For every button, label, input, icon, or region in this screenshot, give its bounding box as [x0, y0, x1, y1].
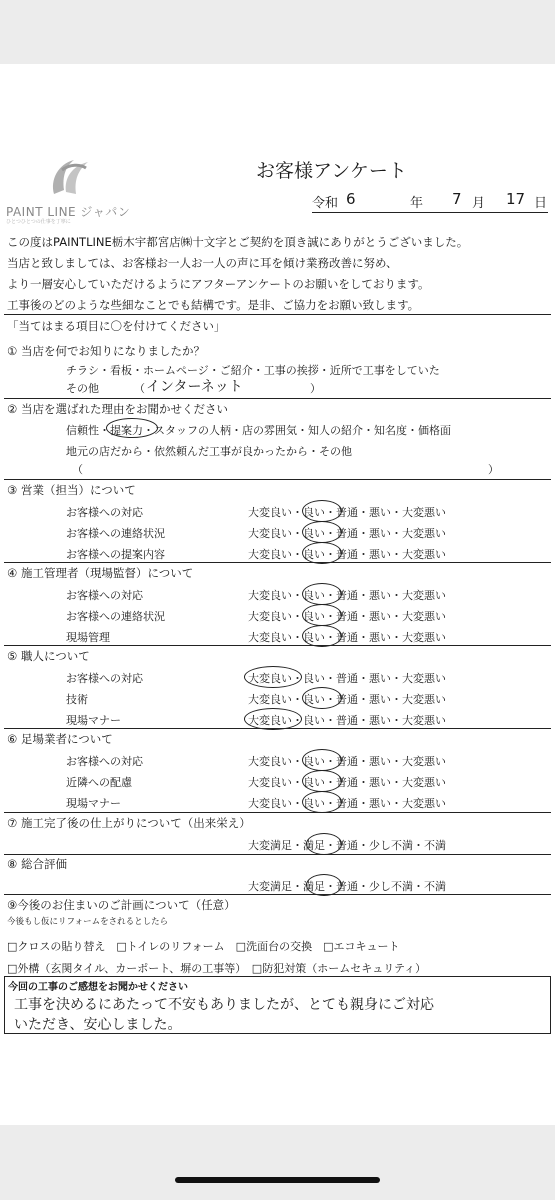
rating-option: 良い — [303, 693, 325, 706]
rating-option: 悪い — [369, 776, 391, 789]
comment-line1: 工事を決めるにあたって不安もありましたが、とても親身にご対応 — [14, 997, 434, 1013]
rating-scale: 大変良い・良い・普通・悪い・大変悪い — [248, 776, 446, 789]
selected-answer-circle — [302, 791, 342, 813]
item-label: 現場管理 — [66, 631, 110, 644]
rating-option: 大変良い — [248, 755, 292, 768]
q2-title: ② 当店を選ばれた理由をお聞かせください — [7, 402, 228, 416]
scale-option: 少し不満 — [369, 839, 413, 852]
q2-open-paren: （ — [72, 463, 83, 476]
rating-option: 大変良い — [248, 714, 292, 727]
scale-option: 満足 — [303, 839, 325, 852]
q9-subtitle: 今後もし仮にリフォームをされるとしたら — [7, 917, 169, 927]
q1-options: チラシ・看板・ホームページ・ご紹介・工事の挨拶・近所で工事をしていた — [66, 364, 440, 377]
rating-scale: 大変良い・良い・普通・悪い・大変悪い — [248, 589, 446, 602]
rating-option: 大変悪い — [402, 776, 446, 789]
divider — [4, 812, 551, 813]
scale-option: 大変満足 — [248, 839, 292, 852]
scale-option: 大変満足 — [248, 880, 292, 893]
q8-selected-circle — [306, 874, 342, 896]
item-label: お客様への対応 — [66, 506, 143, 519]
rating-option: 悪い — [369, 672, 391, 685]
comment-title: 今回の工事のご感想をお聞かせください — [8, 982, 188, 993]
rating-option: 普通 — [336, 631, 358, 644]
rating-option: 大変悪い — [402, 548, 446, 561]
rating-option: 良い — [303, 631, 325, 644]
item-label: お客様への連絡状況 — [66, 527, 165, 540]
q1-open-paren: （ — [134, 382, 145, 395]
intro-line: より一層安心していただけるようにアフターアンケートのお願いをしております。 — [7, 277, 430, 291]
rating-option: 大変良い — [248, 631, 292, 644]
section-title: ④ 施工管理者（現場監督）について — [7, 566, 194, 580]
rating-option: 良い — [303, 714, 325, 727]
divider — [4, 398, 551, 399]
selected-answer-circle — [302, 625, 342, 647]
divider — [4, 479, 551, 480]
rating-option: 大変良い — [248, 610, 292, 623]
rating-option: 良い — [303, 672, 325, 685]
rating-option: 悪い — [369, 589, 391, 602]
scale-option: 普通 — [336, 880, 358, 893]
rating-option: 良い — [303, 610, 325, 623]
brand-tagline: ひとつひとつの仕事を丁寧に — [6, 219, 71, 225]
item-label: 現場マナー — [66, 714, 121, 727]
item-label: お客様への提案内容 — [66, 548, 165, 561]
scale-option: 満足 — [303, 880, 325, 893]
rating-option: 普通 — [336, 589, 358, 602]
selected-answer-circle — [302, 500, 342, 522]
q2-options-line2: 地元の店だから・依然頼んだ工事が良かったから・その他 — [66, 445, 352, 458]
bottom-bar — [0, 1125, 555, 1200]
q9-options-row2: □外構（玄関タイル、カーポート、塀の工事等） □防犯対策（ホームセキュリティ） — [7, 962, 427, 975]
rating-option: 大変良い — [248, 672, 292, 685]
q8-title: ⑧ 総合評価 — [7, 857, 67, 871]
selected-answer-circle — [302, 749, 342, 771]
divider — [4, 314, 551, 315]
selected-answer-circle — [302, 770, 342, 792]
rating-option: 大変良い — [248, 527, 292, 540]
q9-title: ⑨今後のお住まいのご計画について（任意） — [7, 898, 236, 912]
rating-option: 大変良い — [248, 693, 292, 706]
scale-option: 普通 — [336, 839, 358, 852]
rating-option: 大変悪い — [402, 797, 446, 810]
rating-scale: 大変良い・良い・普通・悪い・大変悪い — [248, 672, 446, 685]
selected-answer-circle — [302, 604, 342, 626]
rating-option: 悪い — [369, 714, 391, 727]
rating-option: 悪い — [369, 693, 391, 706]
rating-option: 普通 — [336, 527, 358, 540]
rating-option: 大変悪い — [402, 693, 446, 706]
rating-option: 普通 — [336, 610, 358, 623]
scale-option: 不満 — [424, 880, 446, 893]
intro-line: 工事後のどのような些細なことでも結構です。是非、ご協力をお願い致します。 — [7, 298, 420, 312]
rating-option: 大変良い — [248, 797, 292, 810]
date-month-value: 7 — [452, 190, 462, 208]
rating-option: 大変悪い — [402, 714, 446, 727]
selected-answer-circle — [302, 542, 342, 564]
q9-options-row1: □クロスの貼り替え □トイレのリフォーム □洗面台の交換 □エコキュート — [7, 940, 400, 953]
item-label: お客様への対応 — [66, 589, 143, 602]
top-bar — [0, 0, 555, 64]
divider — [4, 645, 551, 646]
home-indicator[interactable] — [175, 1177, 380, 1183]
q7-selected-circle — [306, 833, 342, 855]
rating-scale: 大変良い・良い・普通・悪い・大変悪い — [248, 693, 446, 706]
q1-title: ① 当店を何でお知りになりましたか？ — [7, 344, 205, 358]
section-title: ⑥ 足場業者について — [7, 732, 113, 746]
divider — [4, 854, 551, 855]
rating-scale: 大変良い・良い・普通・悪い・大変悪い — [248, 797, 446, 810]
date-month-label: 月 — [472, 196, 486, 211]
rating-option: 大変悪い — [402, 610, 446, 623]
survey-title: お客様アンケート — [256, 160, 407, 182]
q8-scale: 大変満足・満足・普通・少し不満・不満 — [248, 880, 446, 893]
item-label: お客様への対応 — [66, 672, 143, 685]
selected-answer-circle — [244, 708, 302, 730]
q1-other-answer: インターネット — [146, 379, 243, 395]
rating-option: 大変悪い — [402, 589, 446, 602]
intro-line: この度はPAINTLINE栃木宇都宮店㈱十文字とご契約を頂き誠にありがとうございました。 — [7, 235, 469, 249]
rating-option: 普通 — [336, 714, 358, 727]
selected-answer-circle — [302, 583, 342, 605]
rating-option: 大変良い — [248, 548, 292, 561]
rating-option: 大変悪い — [402, 672, 446, 685]
divider — [4, 562, 551, 563]
q1-other-label: その他 — [66, 382, 99, 395]
item-label: 現場マナー — [66, 797, 121, 810]
rating-scale: 大変良い・良い・普通・悪い・大変悪い — [248, 631, 446, 644]
rating-option: 悪い — [369, 548, 391, 561]
q2-options-line1: 信頼性・提案力・スタッフの人柄・店の雰囲気・知人の紹介・知名度・価格面 — [66, 424, 451, 437]
rating-option: 普通 — [336, 693, 358, 706]
rating-scale: 大変良い・良い・普通・悪い・大変悪い — [248, 714, 446, 727]
q1-close-paren: ） — [310, 382, 321, 395]
date-era: 令和 — [312, 196, 339, 211]
scale-option: 少し不満 — [369, 880, 413, 893]
item-label: 技術 — [66, 693, 88, 706]
item-label: 近隣への配慮 — [66, 776, 132, 789]
divider — [4, 728, 551, 729]
rating-option: 良い — [303, 589, 325, 602]
section-title: ③ 営業（担当）について — [7, 483, 136, 497]
intro-line: 当店と致しましては、お客様お一人お一人の声に耳を傾け業務改善に努め、 — [7, 256, 398, 270]
rating-option: 普通 — [336, 506, 358, 519]
rating-option: 良い — [303, 755, 325, 768]
rating-scale: 大変良い・良い・普通・悪い・大変悪い — [248, 506, 446, 519]
rating-option: 悪い — [369, 797, 391, 810]
date-line — [312, 192, 548, 213]
rating-option: 大変悪い — [402, 631, 446, 644]
rating-option: 大変良い — [248, 589, 292, 602]
rating-option: 普通 — [336, 548, 358, 561]
date-year-value: 6 — [346, 190, 356, 208]
selected-answer-circle — [302, 687, 342, 709]
comment-line2: いただき、安心しました。 — [14, 1017, 182, 1033]
rating-option: 悪い — [369, 610, 391, 623]
rating-scale: 大変良い・良い・普通・悪い・大変悪い — [248, 527, 446, 540]
section-title: ⑤ 職人について — [7, 649, 90, 663]
rating-option: 大変悪い — [402, 755, 446, 768]
rating-scale: 大変良い・良い・普通・悪い・大変悪い — [248, 755, 446, 768]
rating-option: 悪い — [369, 506, 391, 519]
item-label: お客様への対応 — [66, 755, 143, 768]
divider — [4, 894, 551, 895]
rating-option: 良い — [303, 506, 325, 519]
rating-option: 良い — [303, 776, 325, 789]
rating-option: 悪い — [369, 527, 391, 540]
rating-scale: 大変良い・良い・普通・悪い・大変悪い — [248, 610, 446, 623]
brand-name: PAINT LINE ジャパン — [6, 205, 131, 219]
q7-scale: 大変満足・満足・普通・少し不満・不満 — [248, 839, 446, 852]
instruction: 「当てはまる項目に〇を付けてください」 — [7, 319, 226, 333]
q2-close-paren: ） — [488, 463, 499, 476]
q2-selected-circle — [106, 418, 158, 438]
rating-option: 普通 — [336, 755, 358, 768]
rating-option: 良い — [303, 548, 325, 561]
scale-option: 不満 — [424, 839, 446, 852]
rating-option: 普通 — [336, 672, 358, 685]
item-label: お客様への連絡状況 — [66, 610, 165, 623]
rating-option: 良い — [303, 797, 325, 810]
rating-option: 悪い — [369, 631, 391, 644]
rating-option: 大変悪い — [402, 527, 446, 540]
rating-scale: 大変良い・良い・普通・悪い・大変悪い — [248, 548, 446, 561]
date-day-value: 17 — [506, 190, 526, 208]
rating-option: 大変良い — [248, 506, 292, 519]
date-day-label: 日 — [534, 196, 548, 211]
selected-answer-circle — [302, 521, 342, 543]
rating-option: 普通 — [336, 776, 358, 789]
paintline-logo-mark — [44, 150, 96, 202]
rating-option: 大変良い — [248, 776, 292, 789]
rating-option: 大変悪い — [402, 506, 446, 519]
selected-answer-circle — [244, 666, 302, 688]
rating-option: 良い — [303, 527, 325, 540]
date-year-label: 年 — [410, 196, 424, 211]
rating-option: 悪い — [369, 755, 391, 768]
rating-option: 普通 — [336, 797, 358, 810]
q7-title: ⑦ 施工完了後の仕上がりについて（出来栄え） — [7, 816, 251, 830]
